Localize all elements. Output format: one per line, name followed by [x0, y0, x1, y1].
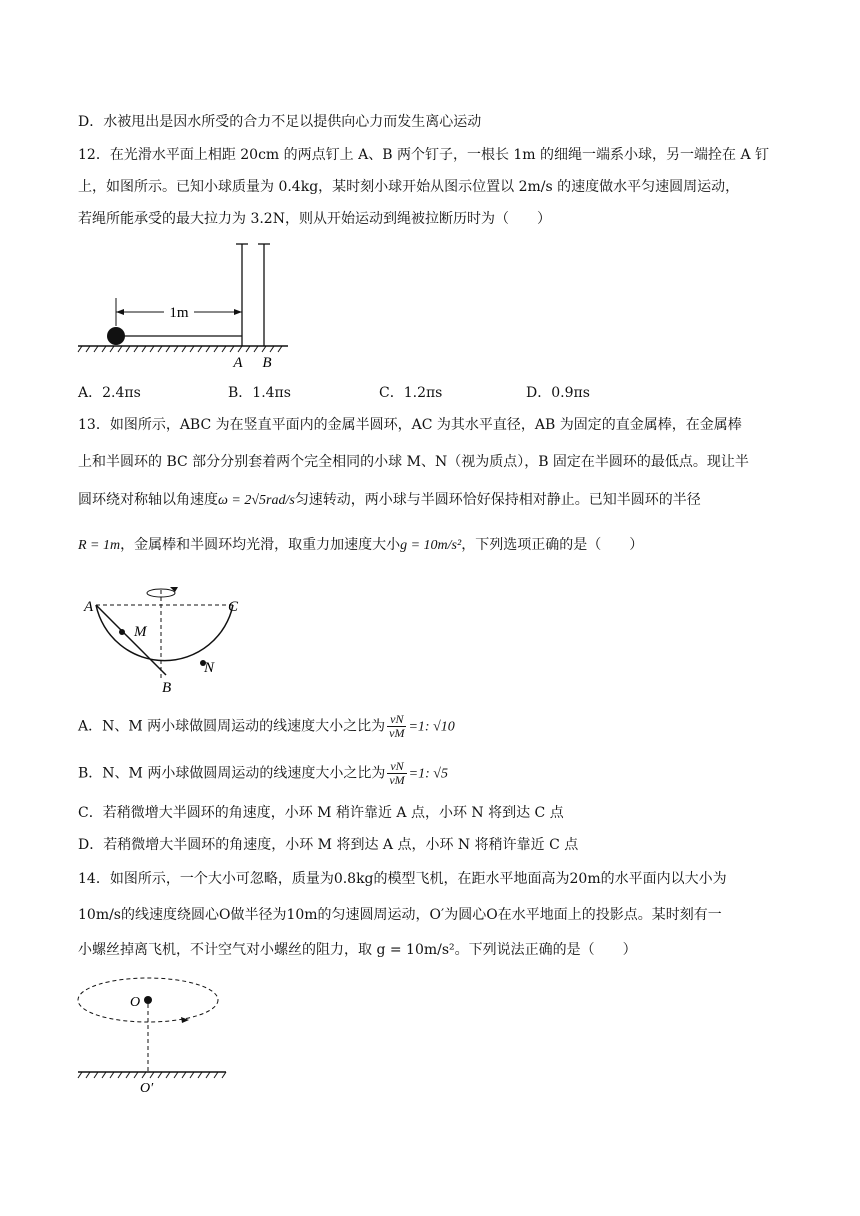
- label-b: B: [162, 680, 172, 696]
- label-m: M: [134, 624, 147, 640]
- q11-option-d: D．水被甩出是因水所受的合力不足以提供向心力而发生离心运动: [78, 114, 482, 130]
- q12-stem-line-2: 上，如图所示。已知小球质量为 0.4kg，某时刻小球开始从图示位置以 2m/s 的速度做水平匀速圆周运动，: [78, 179, 740, 195]
- q13-stem-line-1: 13．如图所示，ABC 为在竖直平面内的金属半圆环，AC 为其水平直径，AB 为固定的直金属棒，在金属棒: [78, 417, 742, 433]
- q12-figure: [78, 240, 288, 370]
- label-n: N: [204, 660, 215, 676]
- q12-option-b[interactable]: B．1.4πs: [228, 385, 291, 401]
- q13-option-d[interactable]: D．若稍微增大半圆环的角速度，小环 M 将到达 A 点，小环 N 将稍许靠近 C 点: [78, 837, 579, 853]
- q12-option-c[interactable]: C．1.2πs: [379, 385, 443, 401]
- label-o: O: [130, 995, 141, 1010]
- q12-option-a[interactable]: A．2.4πs: [78, 385, 141, 401]
- q13-option-a[interactable]: A．N、M 两小球做圆周运动的线速度大小之比为 $\frac{vN}{vM}$ =1: √10: [78, 712, 455, 740]
- q12-stem-line-1: 12．在光滑水平面上相距 20cm 的两点钉上 A、B 两个钉子，一根长 1m 的细绳一端系小球，另一端拴在 A 钉: [78, 147, 770, 163]
- label-b: B: [262, 355, 272, 371]
- label-c: C: [228, 599, 239, 615]
- q14-stem-line-3: 小螺丝掉离飞机，不计空气对小螺丝的阻力，取 g = 10m/s²。下列说法正确的是（ ）: [78, 942, 637, 958]
- q13-stem-line-2: 上和半圆环的 BC 部分分别套着两个完全相同的小球 M、N（视为质点），B 固定在半圆环的最低点。现让半: [78, 454, 749, 470]
- q14-stem-line-1: 14．如图所示，一个大小可忽略，质量为0.8kg的模型飞机，在距水平地面高为20m的水平面内以大小为: [78, 871, 727, 887]
- omega-formula: ω = 2√5rad/s: [218, 493, 295, 508]
- q13-stem-line-3: 圆环绕对称轴以角速度ω = 2√5rad/s匀速转动，两小球与半圆环恰好保持相对静止。已知半圆环的半径: [78, 492, 701, 508]
- label-o-prime: O′: [140, 1081, 154, 1096]
- q14-figure: [76, 976, 236, 1096]
- gravity-formula: g = 10m/s²: [400, 538, 462, 553]
- q13-stem-line-4: R = 1m，金属棒和半圆环均光滑，取重力加速度大小g = 10m/s²，下列选项正确的是（ ）: [78, 537, 644, 553]
- q13-figure: [78, 580, 258, 695]
- ball: [107, 327, 125, 345]
- q13-option-b[interactable]: B．N、M 两小球做圆周运动的线速度大小之比为 $\frac{vN}{vM}$ =1: √5: [78, 759, 448, 787]
- label-a: A: [84, 599, 94, 615]
- q14-stem-line-2: 10m/s的线速度绕圆心O做半径为10m的匀速圆周运动，O′为圆心O在水平地面上的投影点。某时刻有一: [78, 907, 722, 923]
- q13-option-c[interactable]: C．若稍微增大半圆环的角速度，小环 M 稍许靠近 A 点，小环 N 将到达 C 点: [78, 805, 564, 821]
- label-a: A: [233, 355, 243, 371]
- length-label: 1m: [169, 305, 189, 321]
- q12-stem-line-3: 若绳所能承受的最大拉力为 3.2N，则从开始运动到绳被拉断历时为（ ）: [78, 211, 551, 227]
- q12-option-d[interactable]: D．0.9πs: [526, 385, 590, 401]
- radius-formula: R = 1m: [78, 538, 121, 553]
- q12-options: [78, 382, 798, 402]
